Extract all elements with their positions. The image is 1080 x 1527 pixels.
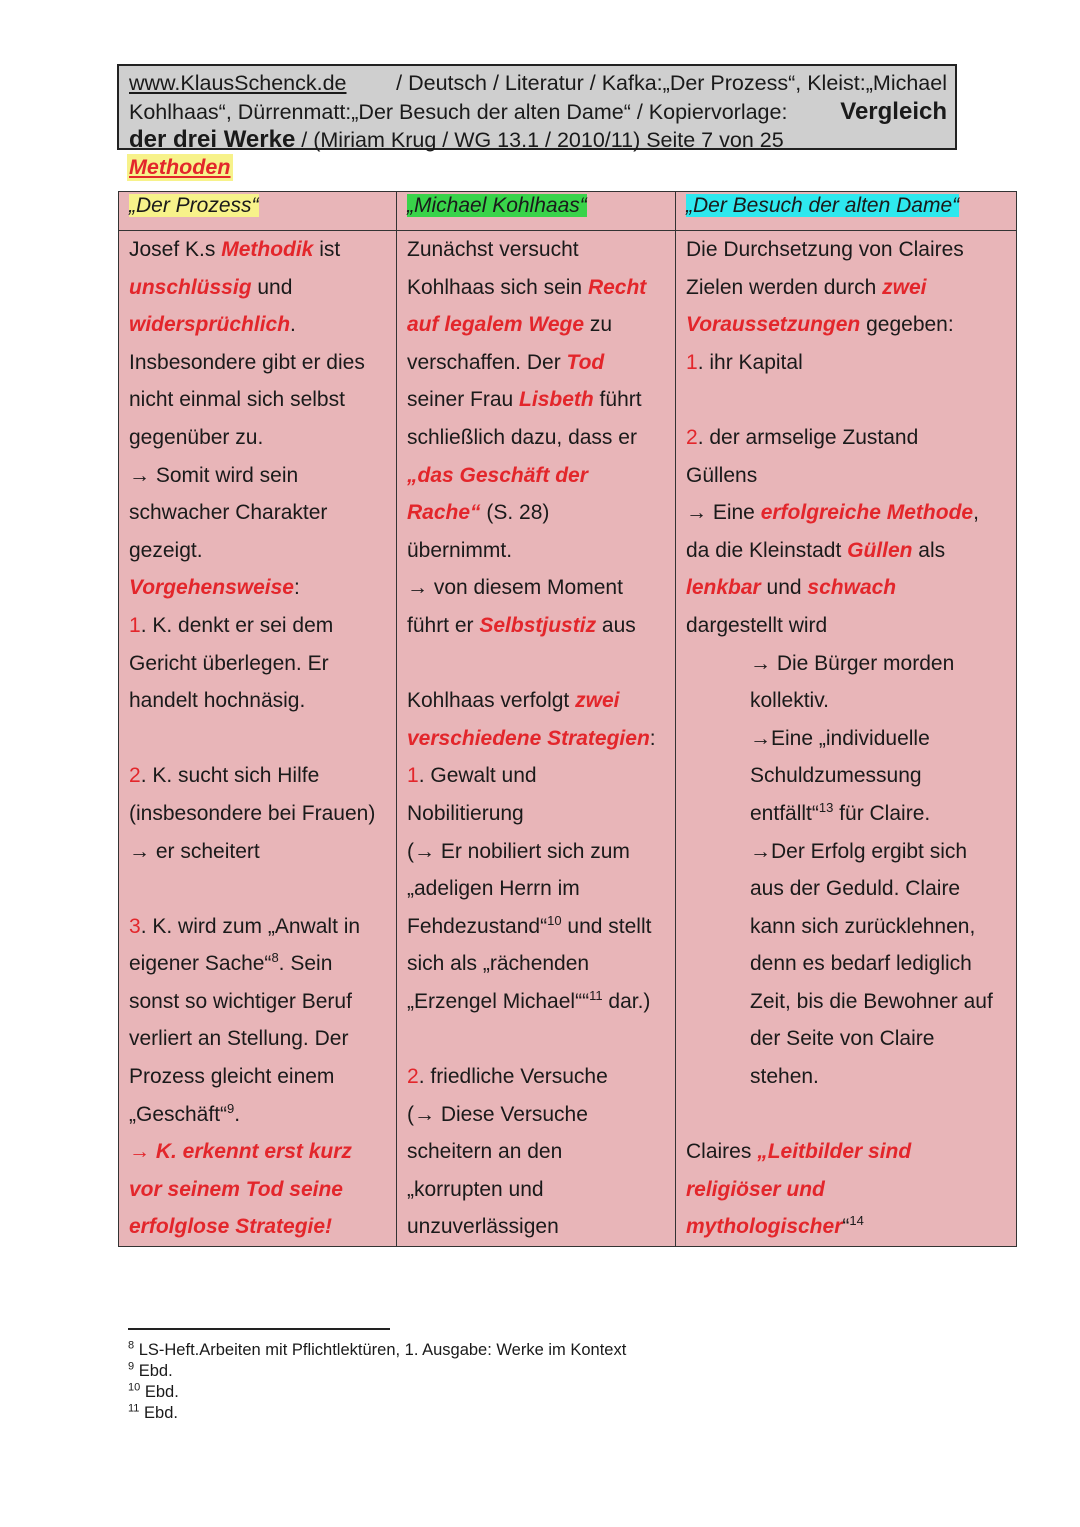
column-header-prozess: „Der Prozess“ — [119, 192, 397, 231]
text-line: Zunächst versucht — [407, 238, 579, 261]
header-line1: / Deutsch / Literatur / Kafka:„Der Prozess“, Kleist:„Michael — [396, 71, 947, 95]
footnote-ref: 13 — [818, 799, 834, 815]
text-line: →Eine „individuelle — [750, 726, 930, 750]
text-line: 2. der armselige Zustand — [686, 425, 919, 449]
blank-line — [407, 1020, 675, 1058]
document-header — [117, 64, 957, 153]
text-line: → Eine erfolgreiche Methode, — [686, 501, 979, 525]
footnote-ref: 9 — [227, 1100, 235, 1116]
footnote-ref: 14 — [849, 1213, 864, 1229]
text-line: auf legalem Wege zu — [407, 313, 613, 337]
text-line: dargestellt wird — [686, 613, 828, 637]
footnote-ref: 8 — [271, 950, 279, 966]
footnote-divider — [128, 1328, 390, 1330]
header-line3-bold: der drei Werke — [129, 126, 296, 153]
footnote-ref: 10 — [547, 912, 562, 928]
header-line2: Kohlhaas“, Dürrenmatt:„Der Besuch der alten Dame“ / Kopiervorlage: — [129, 99, 788, 124]
text-line: unzuverlässigen — [407, 1215, 559, 1239]
text-line: nicht einmal sich selbst — [129, 388, 345, 412]
text-line: „adeligen Herrn im — [407, 877, 580, 901]
text-line: „Geschäft“$^9$. — [129, 1100, 241, 1126]
footnotes — [128, 1340, 626, 1424]
text-line: schließlich dazu, dass er — [407, 425, 637, 449]
text-line: 3. K. wird zum „Anwalt in — [129, 914, 361, 938]
text-line: Voraussetzungen gegeben: — [686, 313, 954, 337]
text-line: →Der Erfolg ergibt sich — [750, 839, 968, 863]
header-line2-bold: Vergleich — [840, 97, 947, 125]
text-line: sich als „rächenden — [407, 952, 590, 976]
text-line: lenkbar und schwach — [686, 576, 897, 600]
text-line: vor seinem Tod seine — [129, 1177, 343, 1201]
text-line: Insbesondere gibt er dies — [129, 350, 365, 374]
text-line: gegenüber zu. — [129, 425, 264, 449]
text-line: denn es bedarf lediglich — [750, 952, 972, 976]
text-line: Kohlhaas verfolgt zwei — [407, 689, 620, 713]
text-line: mythologischer“$^{14}$ — [686, 1213, 864, 1239]
text-line: → K. erkennt erst kurz — [129, 1140, 352, 1164]
text-line: übernimmt. — [407, 538, 513, 562]
text-line: aus der Geduld. Claire — [750, 877, 961, 901]
text-line: Rache“ (S. 28) — [407, 501, 550, 525]
text-line: handelt hochnäsig. — [129, 689, 306, 713]
text-line: verliert an Stellung. Der — [129, 1027, 349, 1051]
text-line: Claires „Leitbilder sind — [686, 1140, 912, 1164]
column-header-kohlhaas: „Michael Kohlhaas“ — [397, 192, 676, 231]
text-line: Zielen werden durch zwei — [686, 275, 927, 299]
text-line: → Somit wird sein — [129, 463, 299, 487]
text-line: Zeit, bis die Bewohner auf — [750, 989, 993, 1013]
text-line: schwacher Charakter — [129, 501, 328, 525]
blank-line — [686, 381, 1016, 419]
blank-line — [129, 870, 396, 908]
table-row — [119, 231, 1017, 1247]
text-line: Fehdezustand“$^{10}$ und stellt — [407, 912, 652, 938]
text-line: führt er Selbstjustiz aus — [407, 613, 636, 637]
text-line: Prozess gleicht einem — [129, 1065, 335, 1089]
text-line: „Erzengel Michael““$^{11}$ dar.) — [407, 987, 651, 1013]
footnote: $^8$ LS-Heft.Arbeiten mit Pflichtlektüren, 1. Ausgabe: Werke im Kontext — [128, 1339, 627, 1359]
text-line: seiner Frau Lisbeth führt — [407, 388, 642, 412]
blank-line — [407, 645, 675, 683]
section-title: Methoden — [129, 155, 231, 179]
text-line: 2. friedliche Versuche — [407, 1065, 608, 1089]
text-line: 1. Gewalt und — [407, 764, 537, 788]
text-line: verschiedene Strategien: — [407, 726, 656, 750]
text-line: Kohlhaas sich sein Recht — [407, 275, 647, 299]
text-line: Vorgehensweise: — [129, 576, 300, 600]
text-line: „korrupten und — [407, 1177, 544, 1201]
text-line: 1. K. denkt er sei dem — [129, 613, 334, 637]
text-line: kollektiv. — [750, 689, 829, 713]
footnote: $^{11}$ Ebd. — [128, 1402, 178, 1422]
text-line: stehen. — [750, 1065, 819, 1089]
text-line: da die Kleinstadt Güllen als — [686, 538, 946, 562]
blank-line — [686, 1096, 1016, 1134]
cell-kohlhaas — [397, 231, 676, 1247]
table-header-row — [119, 192, 1017, 231]
text-line: Schuldzumessung — [750, 764, 922, 788]
site-link[interactable]: www.KlausSchenck.de — [129, 71, 347, 95]
text-line: Josef K.s Methodik ist — [129, 238, 341, 261]
cell-prozess — [119, 231, 397, 1247]
text-line: Nobilitierung — [407, 801, 524, 825]
text-line: entfällt“$^{13}$ für Claire. — [750, 799, 931, 825]
cell-besuch — [676, 231, 1017, 1247]
footnote: $^{10}$ Ebd. — [128, 1381, 179, 1401]
text-line: Gericht überlegen. Er — [129, 651, 329, 675]
footnote: $^9$ Ebd. — [128, 1360, 173, 1380]
text-line: verschaffen. Der Tod — [407, 350, 605, 374]
text-line: eigener Sache“$^8$. Sein — [129, 950, 333, 976]
text-line: sonst so wichtiger Beruf — [129, 989, 352, 1013]
text-line: (→ Er nobiliert sich zum — [407, 839, 630, 863]
text-line: Güllens — [686, 463, 758, 487]
text-line: erfolglose Strategie! — [129, 1215, 333, 1239]
text-line: scheitern an den — [407, 1140, 563, 1164]
text-line: (→ Diese Versuche — [407, 1102, 588, 1126]
footnote-ref: 11 — [589, 987, 603, 1003]
text-line: Die Durchsetzung von Claires — [686, 238, 964, 261]
text-line: 1. ihr Kapital — [686, 350, 803, 374]
text-line: „das Geschäft der — [407, 463, 588, 487]
text-line: unschlüssig und — [129, 275, 293, 299]
comparison-table — [118, 191, 1017, 1247]
text-line: → von diesem Moment — [407, 576, 623, 600]
text-line: 2. K. sucht sich Hilfe — [129, 764, 320, 788]
text-line: → Die Bürger morden — [750, 651, 955, 675]
text-line: widersprüchlich. — [129, 313, 296, 337]
text-line: kann sich zurücklehnen, — [750, 914, 976, 938]
text-line: religiöser und — [686, 1177, 825, 1201]
text-line: gezeigt. — [129, 538, 203, 562]
header-line3: / (Miriam Krug / WG 13.1 / 2010/11) Seite 7 von 25 — [295, 128, 784, 152]
text-line: → er scheitert — [129, 839, 260, 863]
text-line: (insbesondere bei Frauen) — [129, 801, 376, 825]
text-line: der Seite von Claire — [750, 1027, 935, 1051]
blank-line — [129, 720, 396, 758]
column-header-besuch: „Der Besuch der alten Dame“ — [676, 192, 1017, 231]
